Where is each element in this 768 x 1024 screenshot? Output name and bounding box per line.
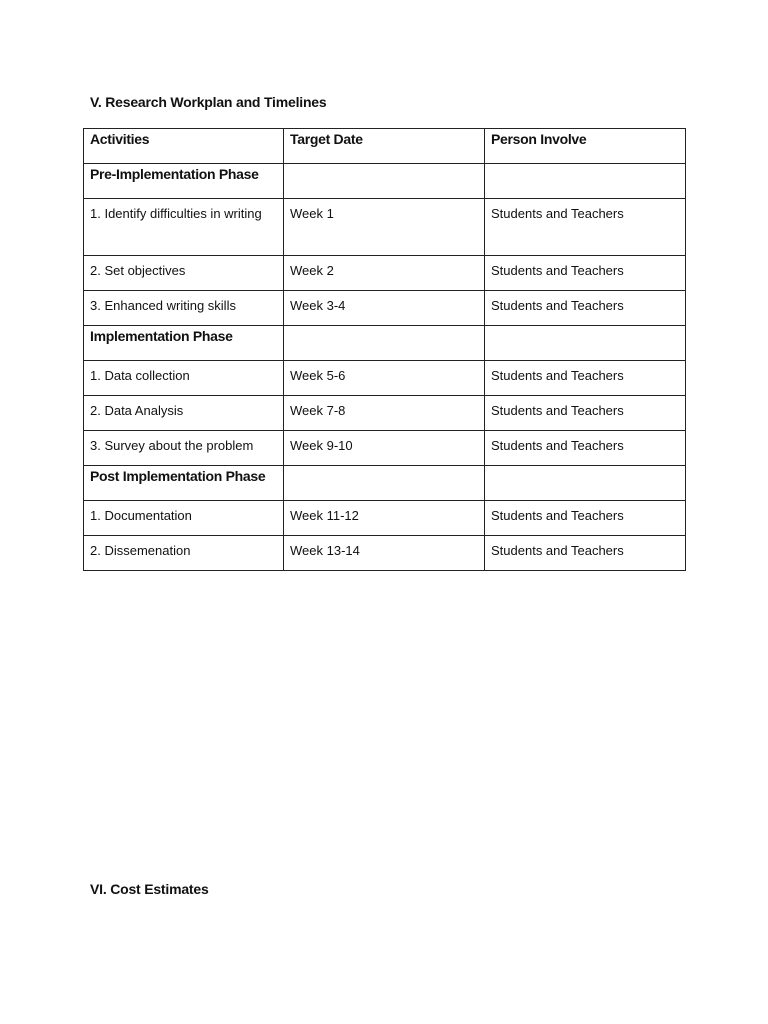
table-row (84, 361, 686, 396)
empty-cell (485, 326, 686, 361)
target-date-cell: Week 7-8 (284, 396, 485, 431)
phase-title-cell (84, 466, 284, 501)
phase-title-cell (84, 164, 284, 199)
empty-cell (485, 466, 686, 501)
activity-cell: 1. Data collection (84, 361, 284, 396)
target-date-cell: Week 11-12 (284, 501, 485, 536)
activity-cell: 1. Identify difficulties in writing (84, 199, 284, 256)
activity-cell: 1. Documentation (84, 501, 284, 536)
activity-cell: 2. Data Analysis (84, 396, 284, 431)
person-involve-cell: Students and Teachers (485, 536, 686, 571)
table-row (84, 256, 686, 291)
person-involve-cell: Students and Teachers (485, 256, 686, 291)
section-heading-cost-estimates: VI. Cost Estimates (90, 881, 209, 897)
column-header-target-date: Target Date (284, 129, 485, 164)
column-header-activities: Activities (84, 129, 284, 164)
person-involve-cell: Students and Teachers (485, 199, 686, 256)
person-involve-cell: Students and Teachers (485, 291, 686, 326)
phase-row (84, 326, 686, 361)
phase-row (84, 164, 686, 199)
phase-title: Pre-Implementation Phase (90, 166, 259, 182)
target-date-cell: Week 5-6 (284, 361, 485, 396)
activity-cell: 2. Dissemenation (84, 536, 284, 571)
target-date-cell: Week 2 (284, 256, 485, 291)
phase-title-cell (84, 326, 284, 361)
activity-cell: 3. Enhanced writing skills (84, 291, 284, 326)
phase-row (84, 466, 686, 501)
table-row (84, 501, 686, 536)
target-date-cell: Week 9-10 (284, 431, 485, 466)
activity-cell: 3. Survey about the problem (84, 431, 284, 466)
person-involve-cell: Students and Teachers (485, 396, 686, 431)
target-date-cell: Week 1 (284, 199, 485, 256)
empty-cell (284, 326, 485, 361)
activity-cell: 2. Set objectives (84, 256, 284, 291)
phase-title: Post Implementation Phase (90, 468, 266, 484)
empty-cell (284, 164, 485, 199)
target-date-cell: Week 3-4 (284, 291, 485, 326)
table-row (84, 396, 686, 431)
empty-cell (485, 164, 686, 199)
table-header-row (84, 129, 686, 164)
empty-cell (284, 466, 485, 501)
target-date-cell: Week 13-14 (284, 536, 485, 571)
table-row (84, 536, 686, 571)
workplan-table (83, 128, 686, 571)
table-row (84, 199, 686, 256)
person-involve-cell: Students and Teachers (485, 431, 686, 466)
table-row (84, 291, 686, 326)
person-involve-cell: Students and Teachers (485, 361, 686, 396)
phase-title: Implementation Phase (90, 328, 233, 344)
column-header-person-involve: Person Involve (485, 129, 686, 164)
table-row (84, 431, 686, 466)
section-heading-workplan: V. Research Workplan and Timelines (90, 94, 327, 110)
person-involve-cell: Students and Teachers (485, 501, 686, 536)
